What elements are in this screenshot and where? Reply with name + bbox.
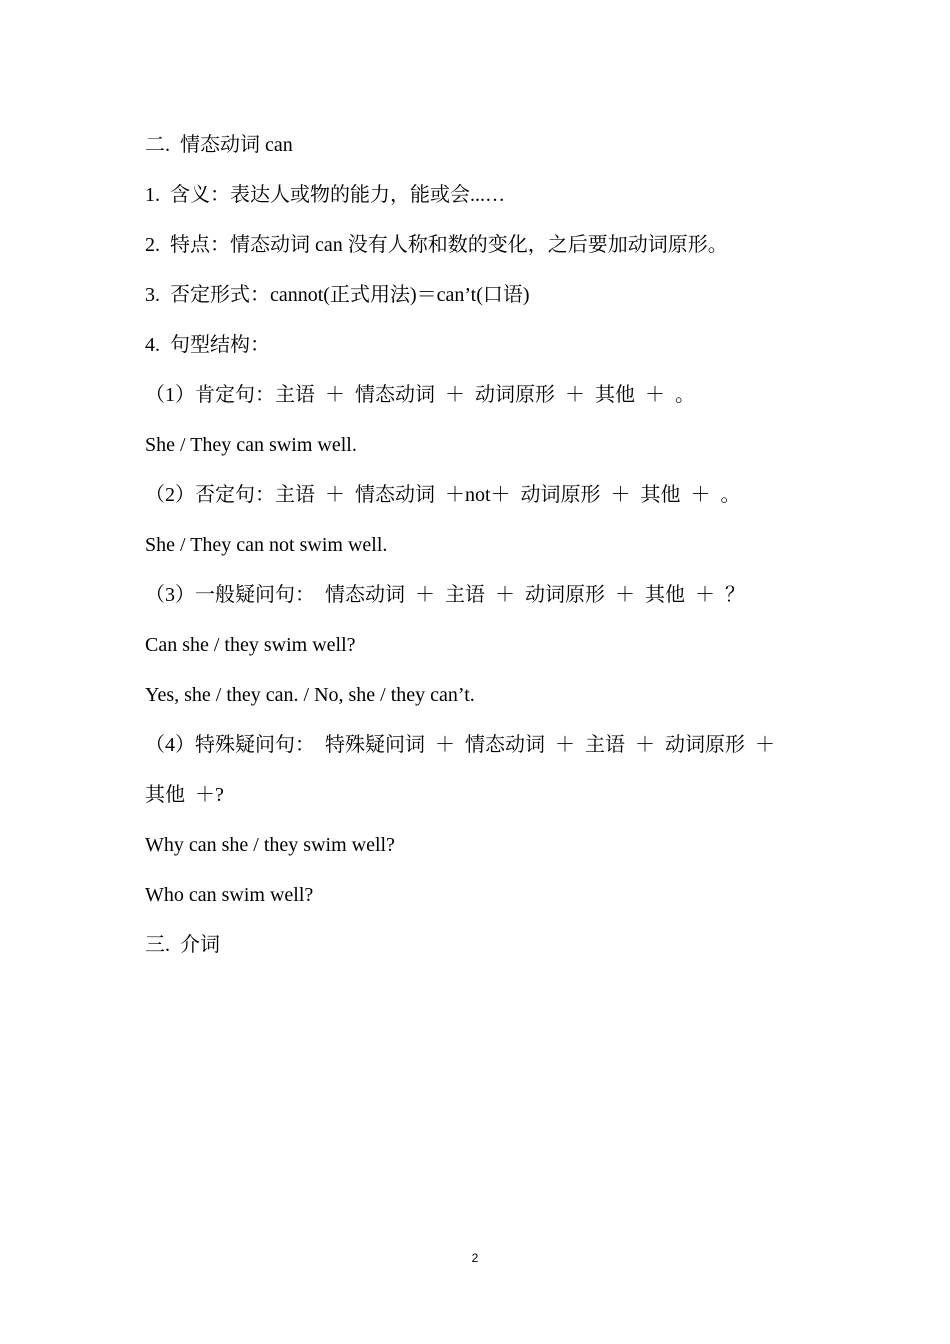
point-negative-form: 3. 否定形式：cannot(正式用法)＝can’t(口语)	[145, 284, 530, 306]
page-content	[145, 120, 825, 970]
example-special-question-why: Why can she / they swim well?	[145, 834, 395, 856]
structure-general-question: （3）一般疑问句： 情态动词 ＋ 主语 ＋ 动词原形 ＋ 其他 ＋ ？	[145, 584, 745, 606]
example-general-question: Can she / they swim well?	[145, 634, 356, 656]
page-number: 2	[471, 1251, 479, 1265]
example-negative: She / They can not swim well.	[145, 534, 388, 556]
structure-special-question: （4）特殊疑问句： 特殊疑问词 ＋ 情态动词 ＋ 主语 ＋ 动词原形 ＋	[145, 734, 775, 756]
example-affirmative: She / They can swim well.	[145, 434, 357, 456]
structure-special-question-continued: 其他 ＋?	[145, 784, 224, 806]
point-sentence-structure: 4. 句型结构：	[145, 334, 270, 356]
example-special-question-who: Who can swim well?	[145, 884, 314, 906]
point-feature: 2. 特点：情态动词 can 没有人称和数的变化，之后要加动词原形。	[145, 234, 728, 256]
structure-negative: （2）否定句：主语 ＋ 情态动词 ＋not＋ 动词原形 ＋ 其他 ＋ 。	[145, 484, 741, 506]
example-short-answers: Yes, she / they can. / No, she / they can’t.	[145, 684, 475, 706]
point-meaning: 1. 含义：表达人或物的能力，能或会...…	[145, 184, 505, 206]
structure-affirmative: （1）肯定句：主语 ＋ 情态动词 ＋ 动词原形 ＋ 其他 ＋ 。	[145, 384, 695, 406]
section-heading-modal-verb-can: 二. 情态动词 can	[145, 134, 293, 156]
section-heading-prepositions: 三. 介词	[145, 934, 220, 956]
